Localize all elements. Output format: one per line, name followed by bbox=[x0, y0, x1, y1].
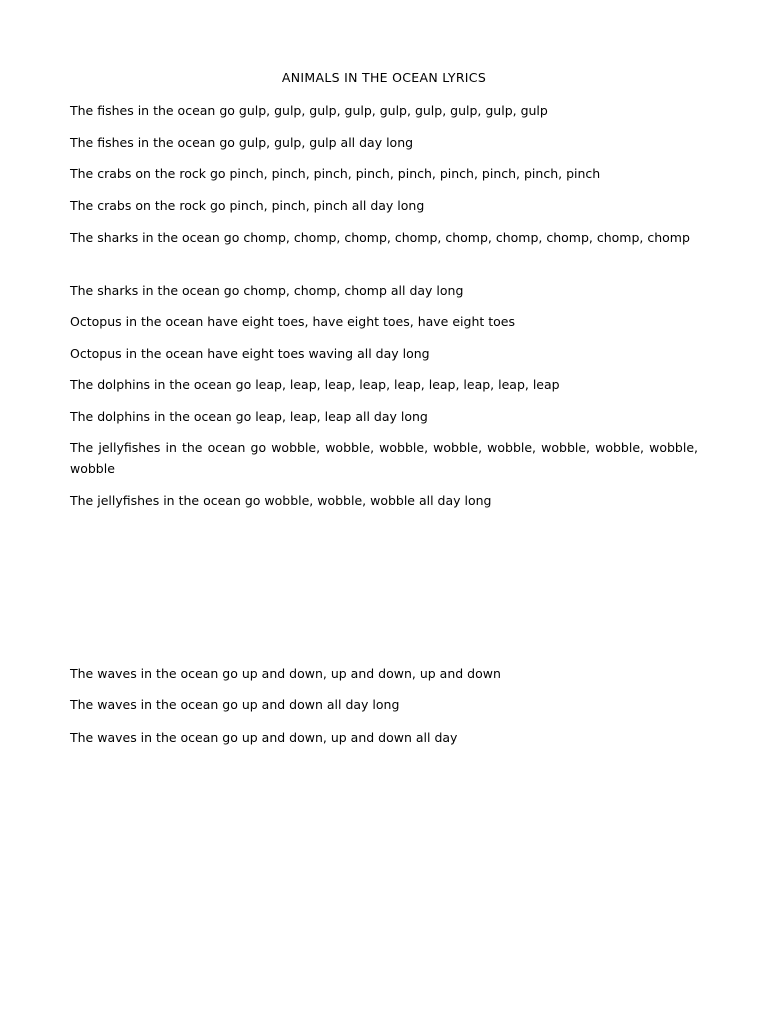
lyric-line: The crabs on the rock go pinch, pinch, pinch all day long bbox=[70, 198, 425, 213]
wave-line: The waves in the ocean go up and down, up and down, up and down bbox=[70, 666, 501, 681]
lyric-line: Octopus in the ocean have eight toes waving all day long bbox=[70, 346, 430, 361]
lyric-line: The dolphins in the ocean go leap, leap, leap, leap, leap, leap, leap, leap, leap bbox=[70, 377, 560, 392]
lyric-line: The fishes in the ocean go gulp, gulp, gulp all day long bbox=[70, 135, 414, 150]
lyric-line: The crabs on the rock go pinch, pinch, pinch, pinch, pinch, pinch, pinch, pinch, pinch bbox=[70, 166, 601, 181]
lyric-line: The sharks in the ocean go chomp, chomp, chomp all day long bbox=[70, 283, 464, 298]
wave-line: The waves in the ocean go up and down all day long bbox=[70, 697, 400, 712]
lyric-line: Octopus in the ocean have eight toes, have eight toes, have eight toes bbox=[70, 314, 515, 329]
lyric-line: The jellyfishes in the ocean go wobble, wobble, wobble all day long bbox=[70, 493, 492, 508]
page-title: ANIMALS IN THE OCEAN LYRICS bbox=[281, 70, 487, 85]
lyric-line: The dolphins in the ocean go leap, leap, leap all day long bbox=[70, 409, 428, 424]
lyric-line: The sharks in the ocean go chomp, chomp, chomp, chomp, chomp, chomp, chomp, chomp, chomp bbox=[70, 230, 690, 245]
lyric-line: The fishes in the ocean go gulp, gulp, gulp, gulp, gulp, gulp, gulp, gulp, gulp bbox=[70, 103, 548, 118]
wave-line: The waves in the ocean go up and down, up and down all day bbox=[70, 730, 458, 745]
lyric-line: The jellyfishes in the ocean go wobble, wobble, wobble, wobble, wobble, wobble, wobble, wobble, wobble bbox=[70, 440, 698, 476]
